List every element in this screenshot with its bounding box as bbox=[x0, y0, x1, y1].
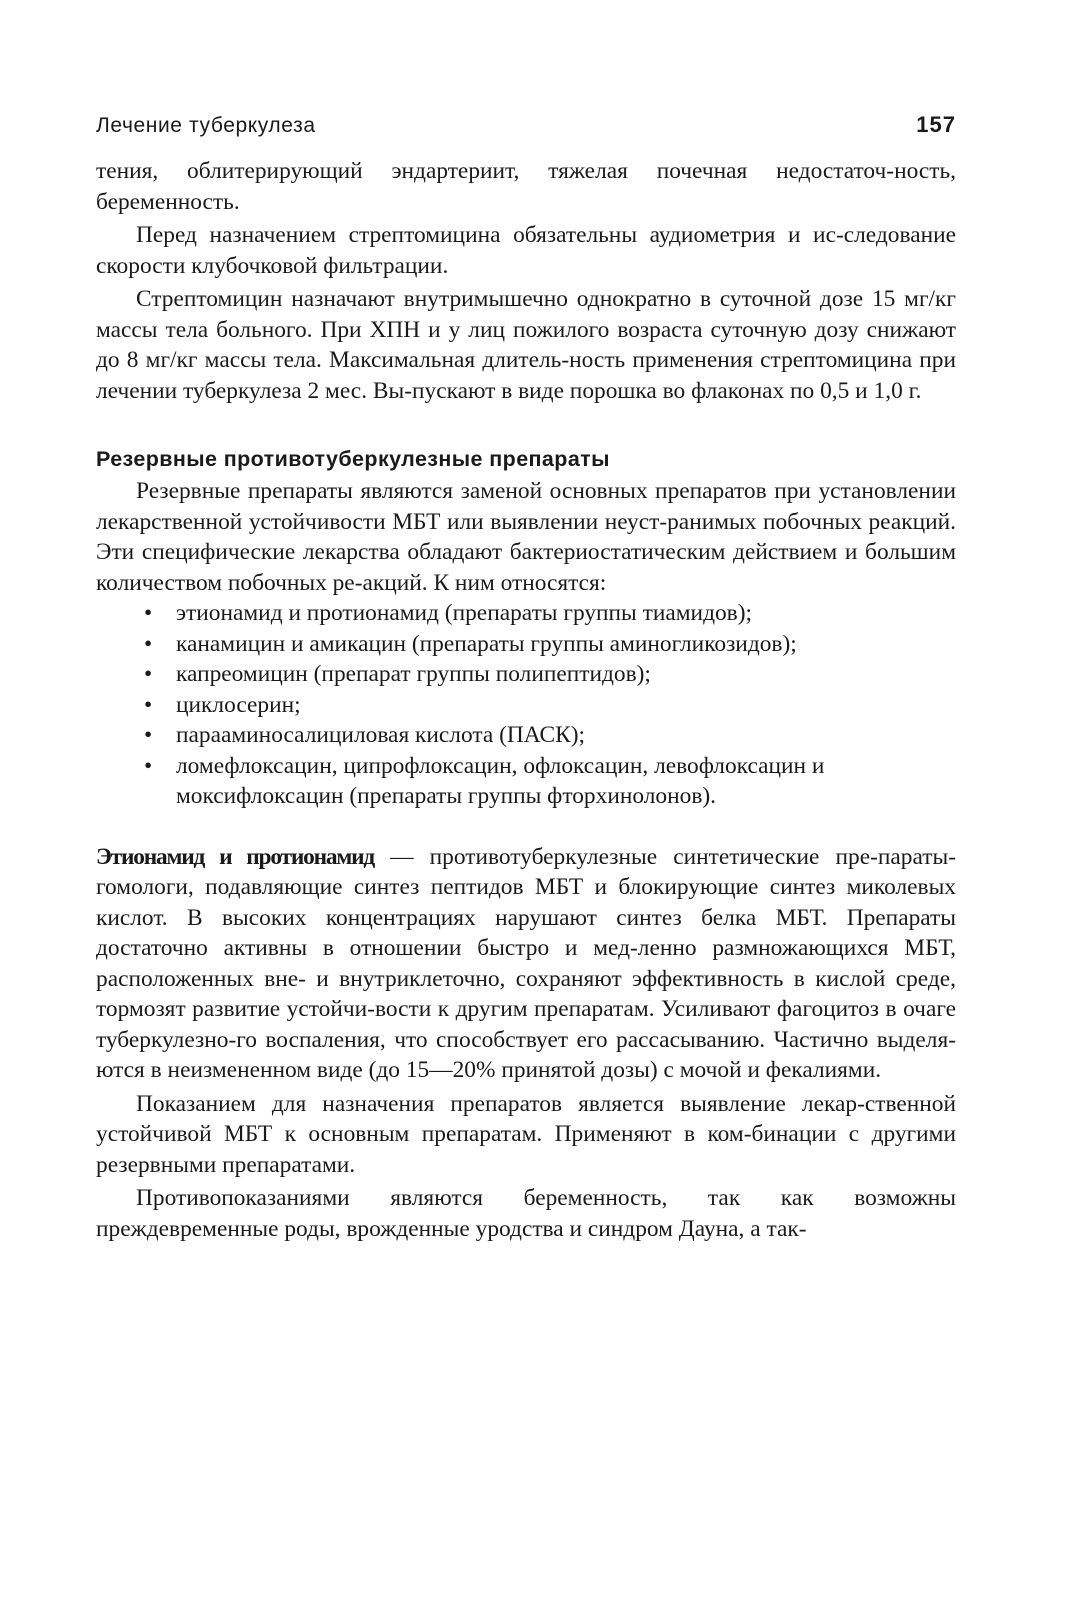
list-item: • ломефлоксацин, ципрофлоксацин, офлоксацин, левофлоксацин и моксифлоксацин (препараты группы фторхинолонов). bbox=[144, 752, 825, 809]
book-page bbox=[96, 112, 956, 1244]
bullet-icon: • bbox=[144, 752, 153, 779]
bullet-icon: • bbox=[144, 600, 153, 626]
bullet-icon: • bbox=[144, 722, 153, 748]
paragraph-ethionamide: Этионамид и протионамид — противотуберкулезные синтетические пре-параты-гомологи, подавляющие синтез пептидов МБТ и блокирующие синтез миколевых кислот. В высоких концентрациях нарушают синтез белка МБТ. Препараты достаточно активны в отношении быстро и мед-ленно размножающихся МБТ, расположенных вне- и внутриклеточно, сохраняют эффективность в кислой среде, тормозят развитие устойчи-вости к другим препаратам. Усиливают фагоцитоз в очаге туберкулезно-го воспаления, что способствует его рассасыванию. Частично выделя-ются в неизмененном виде (до 15—20% принятой дозы) с мочой и фекалиями. bbox=[96, 843, 956, 1083]
list-item: • канамицин и амикацин (препараты группы аминогликозидов); bbox=[144, 629, 956, 660]
drug-list bbox=[96, 598, 956, 812]
list-item: • этионамид и протионамид (препараты группы тиамидов); bbox=[144, 598, 956, 629]
list-item: • парааминосалициловая кислота (ПАСК); bbox=[144, 720, 956, 751]
paragraph-reserve-intro: Резервные препараты являются заменой основных препаратов при установлении лекарственной устойчивости МБТ или выявлении неуст-ранимых побочных реакций. Эти специфические лекарства обладают бактериостатическим действием и большим количеством побочных ре-акций. К ним относятся: bbox=[96, 478, 956, 596]
paragraph-streptomycin-dosage: Стрептомицин назначают внутримышечно однократно в суточной дозе 15 мг/кг массы тела больного. При ХПН и у лиц пожилого возраста суточную дозу снижают до 8 мг/кг массы тела. Максимальная длитель-ность применения стрептомицина при лечении туберкулеза 2 мес. Вы-пускают в виде порошка во флаконах по 0,5 и 1,0 г. bbox=[96, 286, 956, 404]
paragraph-indications: Показанием для назначения препаратов является выявление лекар-ственной устойчивой МБТ к основным препаратам. Применяют в ком-бинации с другими резервными препаратами. bbox=[96, 1090, 956, 1178]
ethionamide-block bbox=[96, 842, 956, 1245]
page-number: 157 bbox=[916, 112, 956, 137]
running-head bbox=[96, 112, 956, 156]
section-heading: Резервные противотуберкулезные препараты bbox=[96, 447, 610, 471]
bullet-icon: • bbox=[144, 630, 153, 657]
bullet-icon: • bbox=[144, 661, 153, 687]
paragraph-streptomycin-tests: Перед назначением стрептомицина обязательны аудиометрия и ис-следование скорости клубочковой фильтрации. bbox=[96, 222, 956, 279]
bullet-icon: • bbox=[144, 691, 153, 718]
paragraph-continuation: тения, облитерирующий эндартериит, тяжелая почечная недостаточ-ность, беременность. bbox=[96, 158, 956, 215]
drug-term: Этионамид и протионамид bbox=[96, 843, 375, 870]
list-item: • капреомицин (препарат группы полипептидов); bbox=[144, 659, 956, 690]
paragraph-contraindications: Противопоказаниями являются беременность, так как возможны преждевременные роды, врожденные уродства и синдром Дауна, а так- bbox=[96, 1185, 956, 1242]
list-item: • циклосерин; bbox=[144, 690, 956, 721]
running-head-title: Лечение туберкулеза bbox=[96, 114, 316, 137]
